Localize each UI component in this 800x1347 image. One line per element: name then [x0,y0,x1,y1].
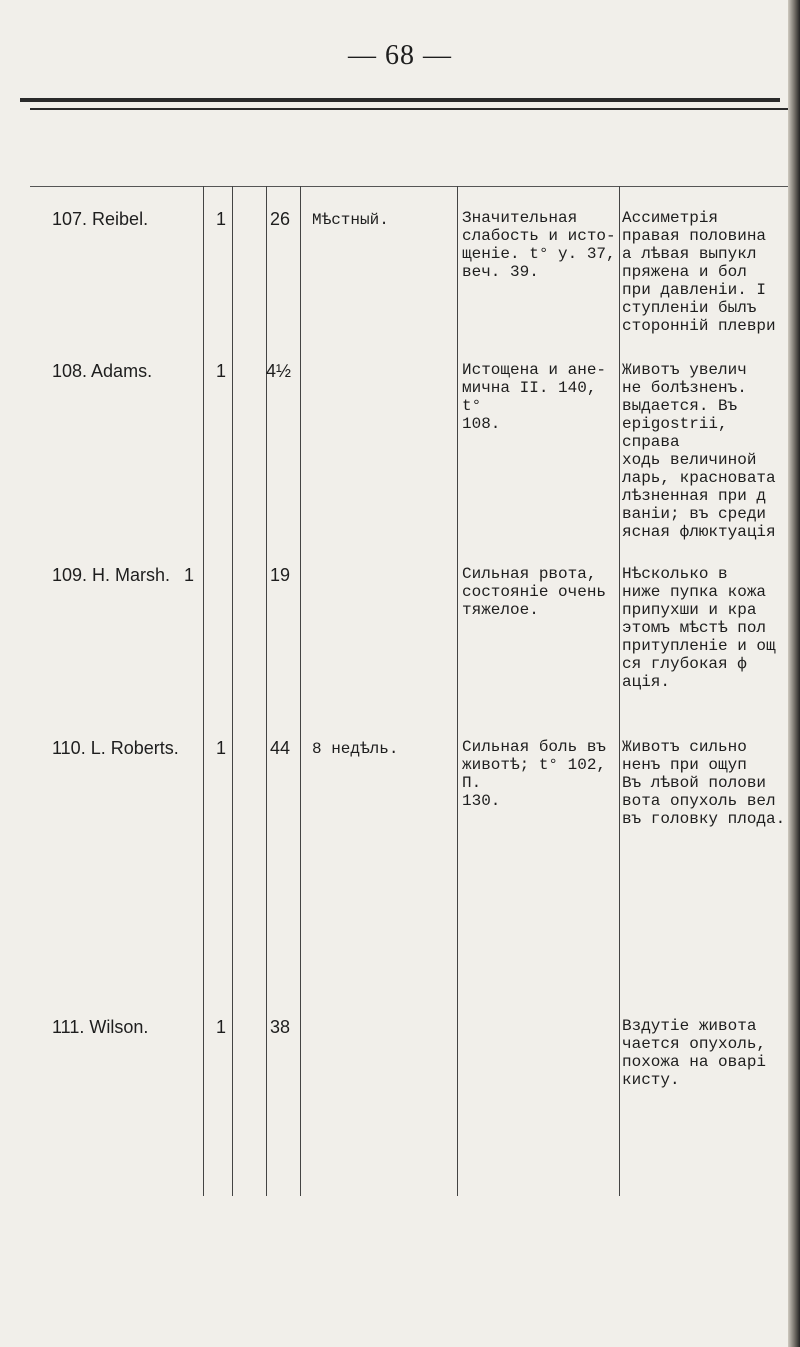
count-col-b: 1 [215,361,226,381]
patient-name: 108. Adams. [52,361,153,381]
age-value: 38 [269,1017,290,1037]
column-divider [300,186,301,1196]
patient-name: 109. H. Marsh. [52,565,171,585]
count-col-b: 1 [215,738,226,758]
column-divider [203,186,204,1196]
top-rule-thin [30,108,790,110]
condition: Сильная боль въ животѣ; t° 102, П. 130. [462,738,607,810]
patient-name: 111. Wilson. [52,1017,149,1037]
column-divider [619,186,620,1196]
condition: Сильная рвота, состояніе очень тяжелое. [462,565,607,619]
findings: Вздутіе живота чается опухоль, похожа на оварі кисту. [622,1017,767,1089]
age-value: 44 [269,738,290,758]
age-value: 26 [269,209,290,229]
table-header-line [30,186,790,187]
page-edge-shadow [788,0,800,1347]
column-divider [457,186,458,1196]
top-rule [20,98,780,102]
count-col-a: 1 [183,565,194,585]
duration: 8 недѣль. [312,740,399,758]
patient-name: 107. Reibel. [52,209,149,229]
condition: Истощена и ане- мична II. 140, t° 108. [462,361,607,433]
page-number: — 68 — [348,40,452,71]
count-col-b: 1 [215,1017,226,1037]
findings: Ассиметрія правая половина а лѣвая выпукл пряжена и бол при давленіи. I ступленіи былъ сторонній плеври [622,209,776,335]
age-value: 4½ [266,361,292,381]
count-col-b: 1 [215,209,226,229]
column-divider [232,186,233,1196]
findings: Животъ увелич не болѣзненъ. выдается. Въ epigostrii, справа ходь величиной ларь, красновата лѣзненная при д ваніи; въ среди ясная флюктуація [622,361,776,541]
condition: Значительная слабость и исто- щеніе. t° у. 37, веч. 39. [462,209,616,281]
duration: Мѣстный. [312,211,389,229]
findings: Нѣсколько в ниже пупка кожа припухши и кра этомъ мѣстѣ пол притупленіе и ощ ся глубокая ф ація. [622,565,776,691]
age-value: 19 [269,565,290,585]
column-divider [266,186,267,1196]
findings: Животъ сильно ненъ при ощуп Въ лѣвой полови вота опухоль вел въ головку плода. [622,738,786,828]
patient-name: 110. L. Roberts. [52,738,179,758]
